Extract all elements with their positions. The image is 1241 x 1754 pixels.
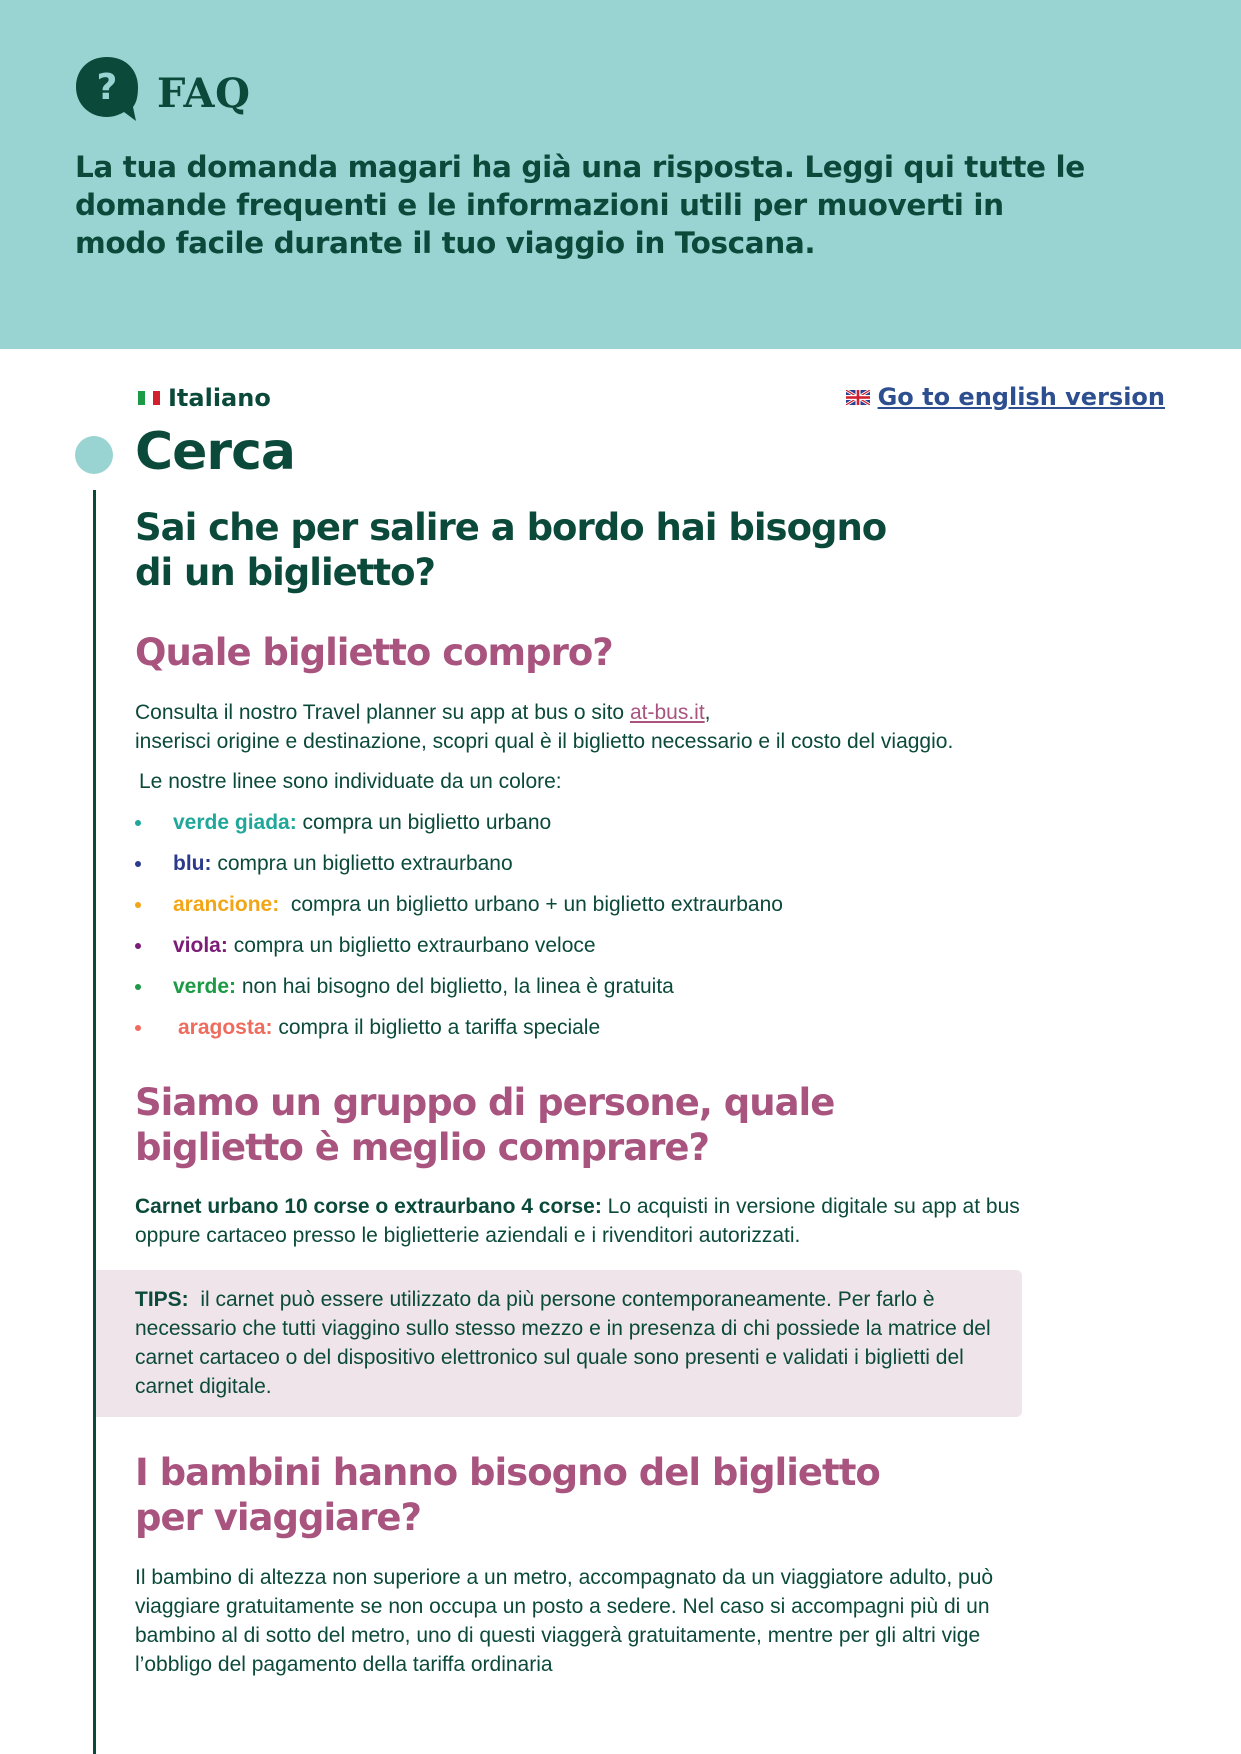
question-speech-bubble-icon [74,55,140,123]
line-color-text: compra un biglietto extraurbano [211,852,513,875]
carnet-label: Carnet urbano 10 corse o extraurbano 4 corse: [135,1195,602,1218]
bullet [135,1025,141,1031]
line-color-text: compra un biglietto extraurbano veloce [227,934,596,957]
current-language [138,384,271,412]
list-item [135,971,783,1012]
page-title: FAQ [157,70,251,117]
answer-text: , [704,701,711,724]
line-color-keyword: verde giada: [173,811,297,834]
bullet [135,984,141,990]
tips-text [135,1285,1015,1401]
line-color-keyword: viola: [173,934,228,957]
english-version-link[interactable]: Go to english version [877,383,1165,411]
bullet [135,902,141,908]
faq-question-group: Siamo un gruppo di persone, quale biglietto è meglio comprare? [135,1081,835,1169]
tips-label: TIPS: [135,1288,189,1311]
section-subtitle: Sai che per salire a bordo hai bisogno di un biglietto? [135,506,887,594]
list-item [135,807,783,848]
svg-text:?: ? [96,67,118,108]
line-color-text: compra un biglietto urbano [296,811,552,834]
line-color-keyword: blu: [173,852,212,875]
bullet [135,861,141,867]
tips-body: il carnet può essere utilizzato da più persone contemporaneamente. Per farlo è necessario che tutti viaggino sullo stesso mezzo e in presenza di chi possiede la matrice del carnet cartaceo o del dispositivo elettronico sul quale sono presenti e validati i biglietti del carnet digitale. [135,1288,997,1398]
bullet [135,820,141,826]
line-color-keyword: arancione: [173,893,280,916]
list-item [135,889,783,930]
faq-answer-group [135,1192,1030,1250]
line-color-text: compra il biglietto a tariffa speciale [272,1016,601,1039]
timeline-line [93,490,96,1754]
answer-text: Lo acquisti in versione digitale su app at bus oppure cartaceo presso le biglietterie aziendali e i rivenditori autorizzati. [135,1195,1020,1247]
faq-answer-ticket [135,698,1035,756]
lines-intro: Le nostre linee sono individuate da un colore: [139,770,562,793]
section-title: Cerca [135,422,295,482]
list-item [135,1012,783,1053]
italy-flag-icon [138,391,160,405]
faq-answer-children: Il bambino di altezza non superiore a un metro, accompagnato da un viaggiatore adulto, può viaggiare gratuitamente se non occupa un posto a sedere. Nel caso si accompagni più di un bambino al di sotto del metro, uno di questi viaggerà gratuitamente, mentre per gli altri vige l’obbligo del pagamento della tariffa ordinaria [135,1566,994,1676]
list-item [135,848,783,889]
language-switch[interactable] [846,383,1165,411]
faq-question-ticket: Quale biglietto compro? [135,631,613,674]
section-marker-dot [75,436,113,474]
line-color-text: compra un biglietto urbano + un biglietto extraurbano [279,893,783,916]
line-color-keyword: verde: [173,975,237,998]
answer-text: Consulta il nostro Travel planner su app at bus o sito [135,701,630,724]
intro-text: La tua domanda magari ha già una risposta. Leggi qui tutte le domande frequenti e le informazioni utili per muoverti in modo facile durante il tuo viaggio in Toscana. [75,150,1085,260]
faq-question-children: I bambini hanno bisogno del biglietto per viaggiare? [135,1451,880,1539]
uk-flag-icon [846,390,870,405]
line-color-list [135,807,783,1053]
at-bus-link[interactable]: at-bus.it [629,701,705,724]
answer-text: inserisci origine e destinazione, scopri qual è il biglietto necessario e il costo del viaggio. [135,730,954,753]
line-color-text: non hai bisogno del biglietto, la linea è gratuita [236,975,674,998]
line-color-keyword: aragosta: [178,1016,273,1039]
faq-header [0,0,1241,349]
bullet [135,943,141,949]
list-item [135,930,783,971]
current-language-label: Italiano [168,384,271,412]
